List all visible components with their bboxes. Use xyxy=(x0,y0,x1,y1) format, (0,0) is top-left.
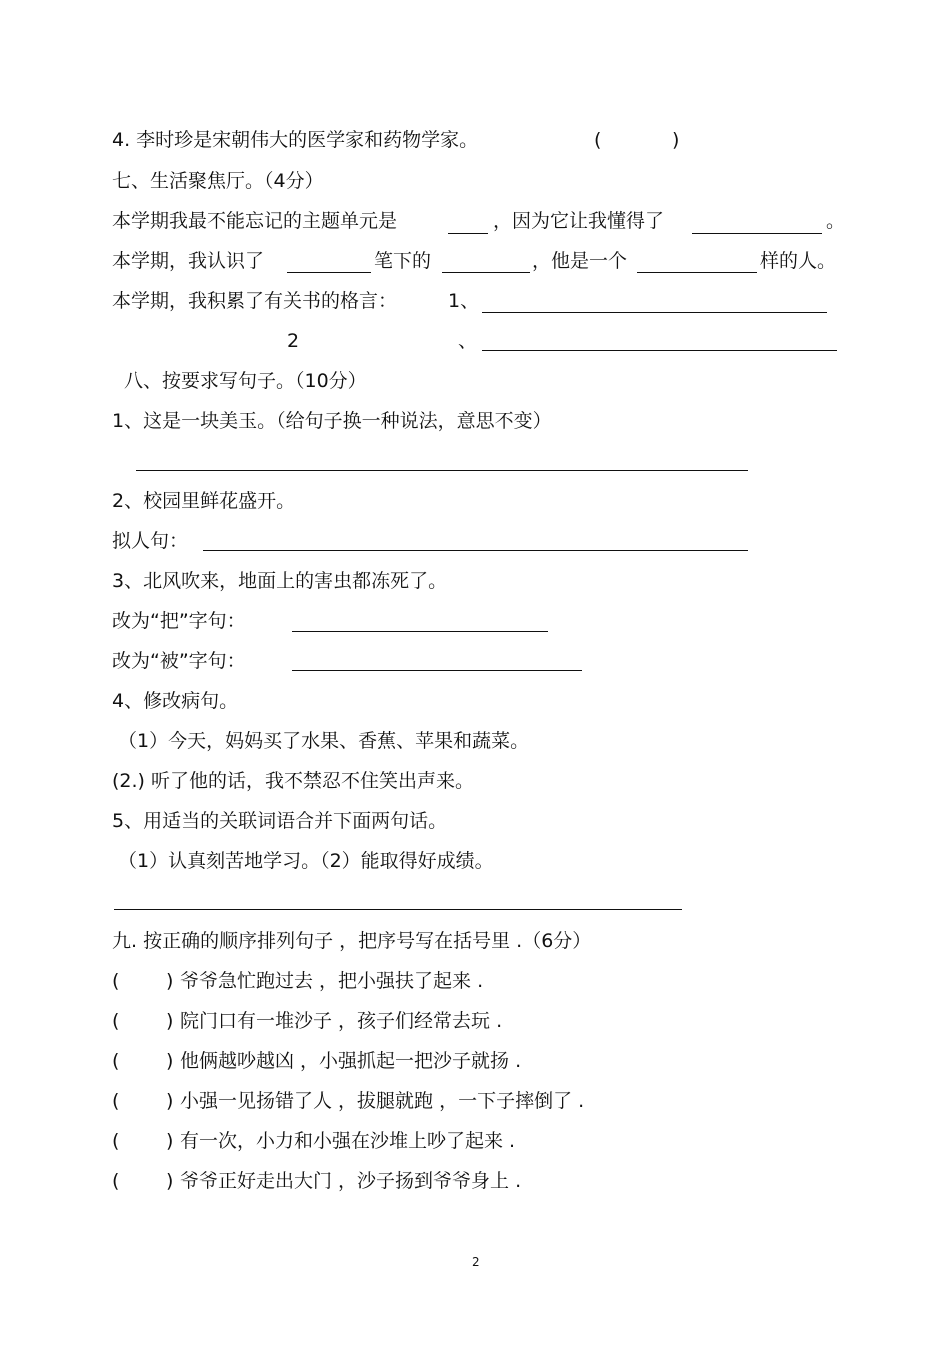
sec8-q1-answer-line[interactable] xyxy=(136,470,748,471)
sec8-q2: 2、校园里鲜花盛开。 xyxy=(112,490,296,512)
order-sentence: 他俩越吵越凶 ，小强抓起一把沙子就扬 . xyxy=(180,1050,522,1072)
order-sentence: 爷爷正好走出大门 ，沙子扬到爷爷身上 . xyxy=(180,1170,522,1192)
sec7-line3-text: 本学期，我积累了有关书的格言： xyxy=(112,290,398,312)
sec7-line2-text-a: 本学期，我认识了 xyxy=(112,250,265,272)
sec7-motto-blank-1[interactable] xyxy=(482,312,827,313)
section-9-title: 九. 按正确的顺序排列句子 ，把序号写在括号里 .（6分） xyxy=(112,930,592,952)
order-paren-close: ) xyxy=(166,1170,174,1192)
order-paren-open[interactable]: ( xyxy=(112,1050,120,1072)
page-number: 2 xyxy=(472,1255,480,1269)
order-sentence: 院门口有一堆沙子 ，孩子们经常去玩 . xyxy=(180,1010,503,1032)
order-sentence: 有一次，小力和小强在沙堆上吵了起来 . xyxy=(180,1130,516,1152)
sec8-q4: 4、修改病句。 xyxy=(112,690,239,712)
sec8-q4-sentence-1: （1）今天，妈妈买了水果、香蕉、苹果和蔬菜。 xyxy=(118,730,530,752)
order-paren-open[interactable]: ( xyxy=(112,970,120,992)
order-paren-close: ) xyxy=(166,1010,174,1032)
sec8-q2-label: 拟人句： xyxy=(112,530,189,552)
question-text: 4. 李时珍是宋朝伟大的医学家和药物学家。 xyxy=(112,129,479,151)
sec8-q4-sentence-2: (2.) 听了他的话，我不禁忍不住笑出声来。 xyxy=(112,770,474,792)
sec7-line1-text-b: ，因为它让我懂得了 xyxy=(493,210,665,232)
sec8-q5-sentences: （1）认真刻苦地学习。（2）能取得好成绩。 xyxy=(118,850,494,872)
sec7-line1-text-c: 。 xyxy=(826,210,846,232)
order-paren-open[interactable]: ( xyxy=(112,1010,120,1032)
sec8-q3-ba-answer-line[interactable] xyxy=(292,631,548,632)
sec7-line2-text-d: 样的人。 xyxy=(760,250,837,272)
sec7-line2-text-b: 笔下的 xyxy=(374,250,432,272)
section-7-title: 七、生活聚焦厅。（4分） xyxy=(112,170,324,192)
order-paren-close: ) xyxy=(166,1090,174,1112)
sec7-motto-blank-2[interactable] xyxy=(482,350,837,351)
answer-paren-open: ( xyxy=(594,129,602,151)
sec8-q3-bei-label: 改为“被”字句： xyxy=(112,650,246,672)
sec7-line2-blank-1[interactable] xyxy=(287,272,371,273)
answer-paren-close: ) xyxy=(672,129,680,151)
sec7-line2-blank-2[interactable] xyxy=(442,272,530,273)
sec8-q5-answer-line[interactable] xyxy=(114,909,682,910)
sec7-line1-blank-1[interactable] xyxy=(448,233,488,234)
sec8-q5: 5、用适当的关联词语合并下面两句话。 xyxy=(112,810,448,832)
sec7-motto-separator-2: 、 xyxy=(458,330,478,352)
section-8-title: 八、按要求写句子。（10分） xyxy=(124,370,367,392)
order-paren-close: ) xyxy=(166,970,174,992)
order-sentence: 爷爷急忙跑过去 ，把小强扶了起来 . xyxy=(180,970,484,992)
sec7-line2-text-c: ，他是一个 xyxy=(532,250,628,272)
sec8-q1: 1、这是一块美玉。（给句子换一种说法，意思不变） xyxy=(112,410,552,432)
order-paren-close: ) xyxy=(166,1130,174,1152)
sec8-q3-ba-label: 改为“把”字句： xyxy=(112,610,246,632)
order-paren-close: ) xyxy=(166,1050,174,1072)
order-paren-open[interactable]: ( xyxy=(112,1130,120,1152)
sec7-line2-blank-3[interactable] xyxy=(637,272,757,273)
sec7-line1-text-a: 本学期我最不能忘记的主题单元是 xyxy=(112,210,398,232)
order-paren-open[interactable]: ( xyxy=(112,1170,120,1192)
order-paren-open[interactable]: ( xyxy=(112,1090,120,1112)
sec7-line1-blank-2[interactable] xyxy=(692,233,822,234)
sec7-motto-number-1: 1、 xyxy=(448,290,480,312)
sec8-q3-bei-answer-line[interactable] xyxy=(292,670,582,671)
order-sentence: 小强一见扬错了人 ，拔腿就跑 ，一下子摔倒了 . xyxy=(180,1090,585,1112)
sec7-motto-number-2: 2 xyxy=(287,330,300,352)
sec8-q2-answer-line[interactable] xyxy=(203,550,748,551)
sec8-q3: 3、北风吹来，地面上的害虫都冻死了。 xyxy=(112,570,448,592)
